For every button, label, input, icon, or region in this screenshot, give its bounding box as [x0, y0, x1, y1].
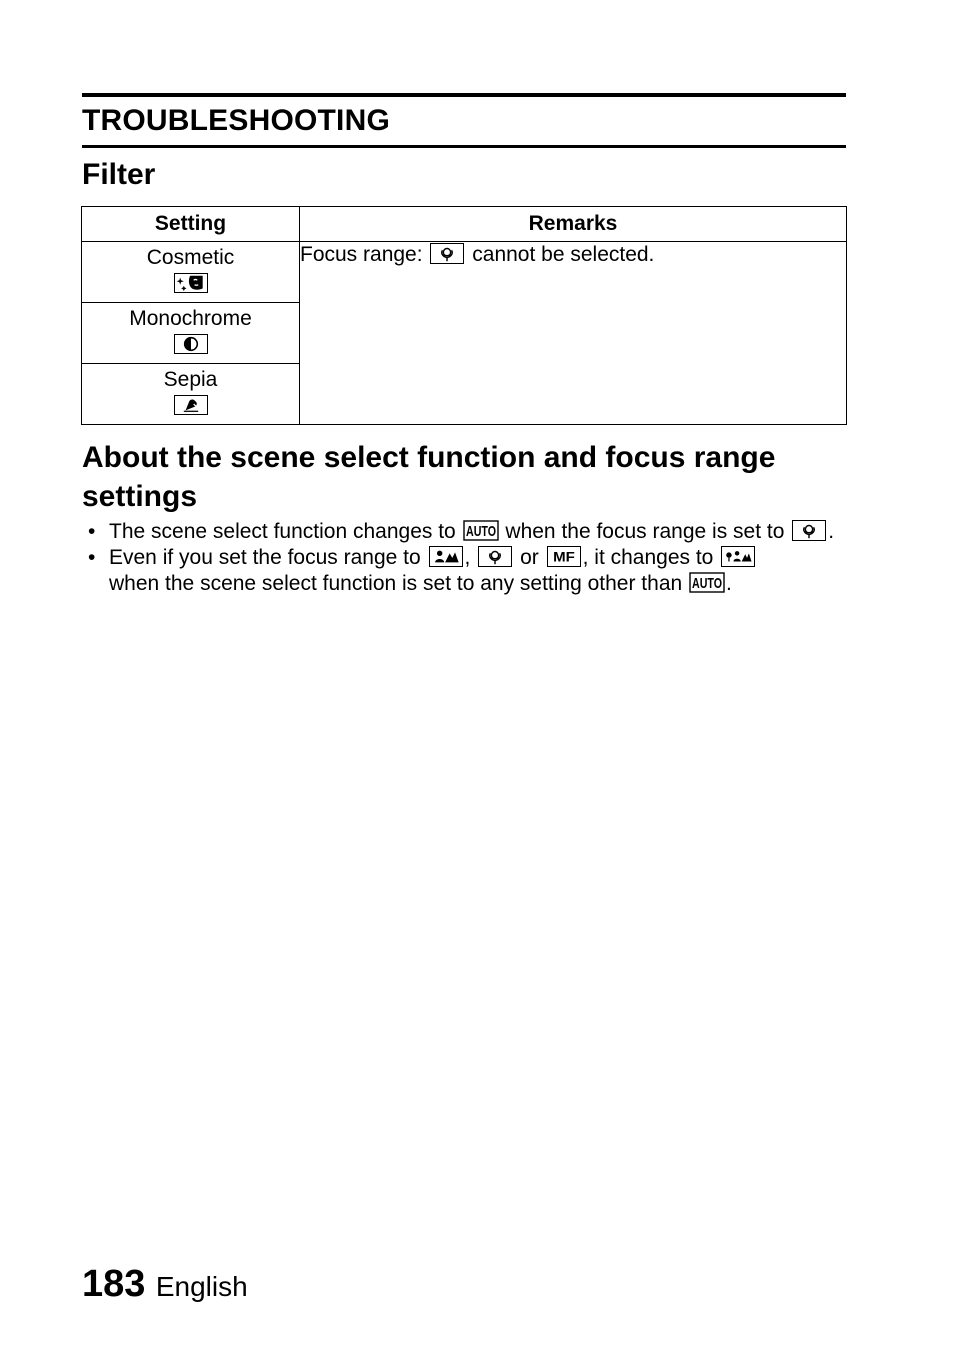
note-text: when the scene select function is set to any setting other than: [109, 572, 683, 595]
list-item: [82, 545, 862, 597]
setting-cell: [82, 364, 300, 425]
sepia-filter-icon: [174, 395, 208, 415]
remarks-text: [300, 242, 846, 268]
setting-cell: [82, 242, 300, 303]
remarks-prefix: Focus range:: [300, 243, 423, 266]
list-item: [82, 519, 862, 545]
macro-standard-icon: [721, 546, 755, 567]
standard-focus-icon: [429, 546, 463, 567]
setting-cell: [82, 303, 300, 364]
super-macro-icon: [430, 243, 464, 264]
notes-list: [82, 519, 862, 597]
title-rule: [82, 145, 846, 148]
svg-text:AUTO: AUTO: [465, 523, 496, 540]
table-row: [82, 242, 847, 303]
remarks-column-header: Remarks: [300, 207, 847, 242]
bullet: •: [88, 546, 96, 569]
note-text: .: [828, 520, 835, 543]
remarks-suffix: cannot be selected.: [472, 243, 655, 266]
page-number: 183: [82, 1263, 146, 1305]
super-macro-icon: [792, 520, 826, 541]
page-footer: [82, 1262, 248, 1314]
filter-table: [81, 206, 847, 425]
setting-name: Monochrome: [129, 307, 252, 330]
setting-name: Cosmetic: [146, 246, 235, 269]
setting-column-header: Setting: [82, 207, 300, 242]
table-header-row: [82, 207, 847, 242]
remarks-cell: [300, 242, 847, 425]
bullet: •: [88, 520, 96, 543]
monochrome-filter-icon: [174, 334, 208, 354]
filter-heading: Filter: [82, 158, 156, 191]
note-text: .: [726, 572, 732, 595]
super-macro-icon: [478, 546, 512, 567]
note-text: when the focus range is set to: [505, 520, 785, 543]
manual-focus-icon: [547, 546, 581, 567]
svg-text:AUTO: AUTO: [692, 575, 723, 592]
note-text: Even if you set the focus range to: [109, 546, 421, 569]
auto-icon: [463, 520, 499, 541]
svg-text:MF: MF: [552, 549, 575, 565]
section-title: TROUBLESHOOTING: [82, 104, 390, 137]
note-text: The scene select function changes to: [109, 520, 456, 543]
note-text: or: [520, 546, 539, 569]
auto-icon: [689, 572, 725, 593]
cosmetic-filter-icon: [174, 273, 208, 293]
about-heading: About the scene select function and focus range settings: [82, 441, 776, 513]
note-text: , it changes to: [582, 546, 714, 569]
setting-name: Sepia: [163, 368, 218, 391]
page-language: English: [155, 1271, 248, 1302]
note-text: ,: [464, 546, 471, 569]
top-rule: [82, 93, 846, 97]
